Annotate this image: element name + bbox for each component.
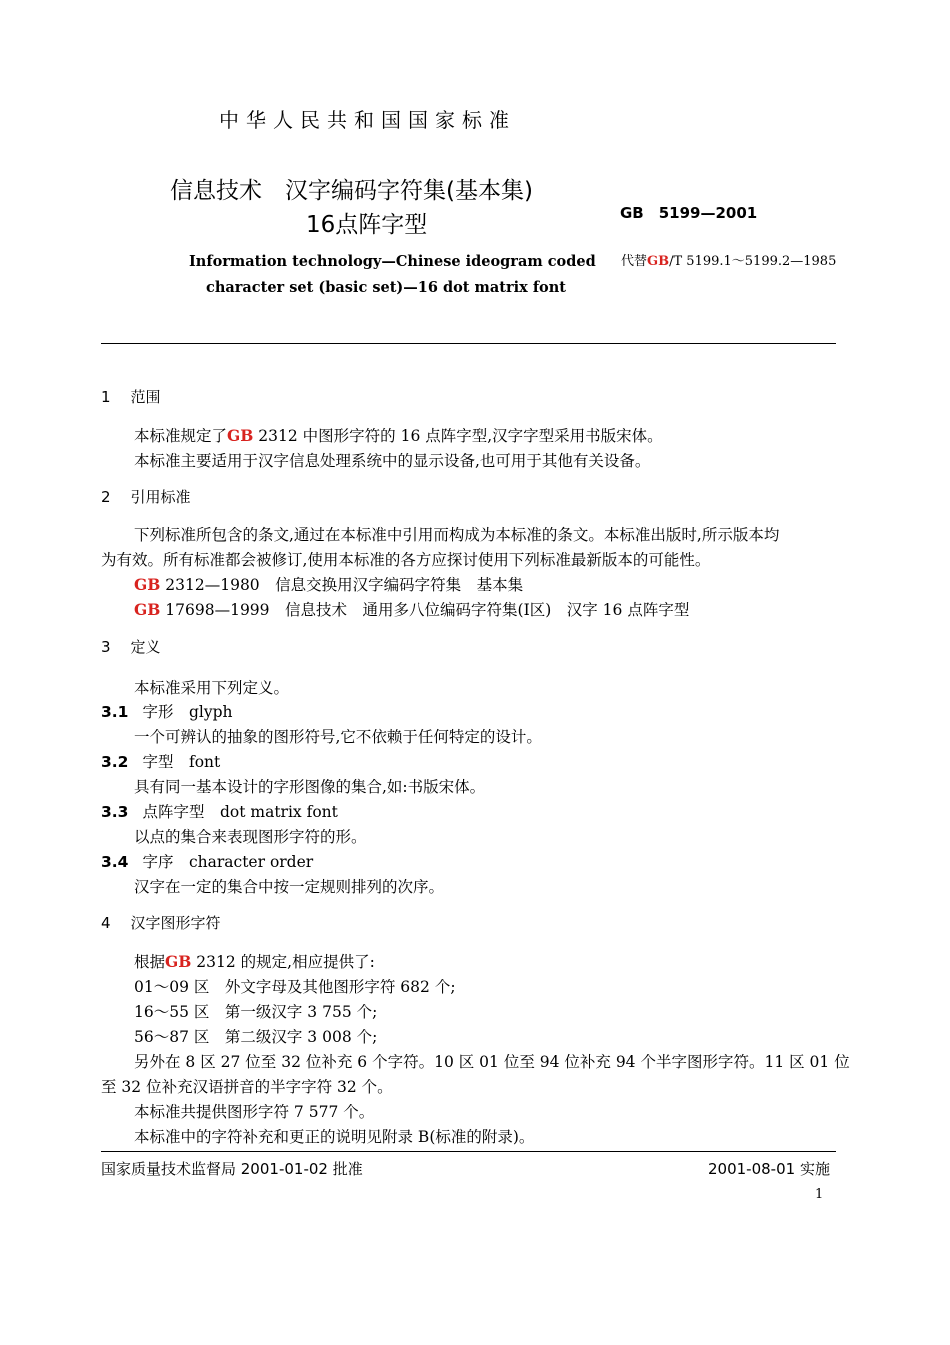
definition-3-4-text: 汉字在一定的集合中按一定规则排列的次序。	[134, 878, 445, 896]
definition-number: 3.1	[101, 703, 129, 721]
definition-3-2-text: 具有同一基本设计的字形图像的集合,如:书版宋体。	[134, 778, 486, 796]
section-4-paragraph-3: 本标准共提供图形字符 7 577 个。	[134, 1103, 375, 1121]
definition-term: 字型 font	[142, 753, 221, 771]
section-title: 范围	[130, 388, 161, 406]
section-number: 3	[101, 638, 111, 656]
section-1-paragraph-1	[134, 424, 663, 446]
english-title-line1: Information technology—Chinese ideogram coded	[189, 253, 596, 270]
section-1-heading	[101, 386, 161, 407]
replaces-standard	[621, 250, 836, 269]
section-4-paragraph-1	[134, 950, 375, 972]
definition-3-1-text: 一个可辨认的抽象的图形符号,它不依赖于任何特定的设计。	[134, 728, 542, 746]
section-2-paragraph-line-1: 下列标准所包含的条文,通过在本标准中引用而构成为本标准的条文。本标准出版时,所示版本均	[134, 526, 780, 544]
gb-reference: GB	[165, 952, 192, 971]
page-number: 1	[815, 1187, 824, 1202]
section-number: 4	[101, 914, 111, 932]
gb-reference: GB	[134, 600, 161, 619]
standard-number: GB 5199—2001	[620, 204, 758, 222]
definition-number: 3.4	[101, 853, 129, 871]
definition-term: 字形 glyph	[142, 703, 233, 721]
definition-3-2-term	[101, 750, 220, 772]
section-2-heading	[101, 486, 191, 507]
implementation-text: 2001-08-01 实施	[708, 1160, 830, 1178]
document-title-line2: 16点阵字型	[306, 212, 428, 238]
reference-2	[134, 598, 689, 620]
definition-3-3-term	[101, 800, 338, 822]
range-row-1: 01～09 区 外文字母及其他图形字符 682 个;	[134, 978, 456, 996]
section-4-heading	[101, 912, 221, 933]
section-title: 定义	[130, 638, 161, 656]
section-1-paragraph-2: 本标准主要适用于汉字信息处理系统中的显示设备,也可用于其他有关设备。	[134, 452, 651, 470]
section-number: 2	[101, 488, 111, 506]
range-row-2: 16～55 区 第一级汉字 3 755 个;	[134, 1003, 378, 1021]
definition-3-1-term	[101, 700, 233, 722]
definition-3-3-text: 以点的集合来表现图形字符的形。	[134, 828, 367, 846]
section-3-heading	[101, 636, 161, 657]
definition-term: 字序 character order	[142, 853, 314, 871]
definition-term: 点阵字型 dot matrix font	[142, 803, 338, 821]
definition-number: 3.3	[101, 803, 129, 821]
replaces-prefix: 代替	[621, 254, 648, 269]
reference-1	[134, 573, 523, 595]
gb-reference: GB	[227, 426, 254, 445]
text: 17698—1999 信息技术 通用多八位编码字符集(Ⅰ区) 汉字 16 点阵字型	[160, 601, 690, 619]
section-4-paragraph-2-line-2: 至 32 位补充汉语拼音的半字字符 32 个。	[101, 1078, 393, 1096]
footer-rule	[101, 1151, 836, 1152]
text: 根据	[134, 953, 166, 971]
english-title-line2: character set (basic set)—16 dot matrix font	[206, 279, 566, 296]
text: 2312 中图形字符的 16 点阵字型,汉字字型采用书版宋体。	[253, 427, 663, 445]
gb-reference: GB	[134, 575, 161, 594]
text: 2312—1980 信息交换用汉字编码字符集 基本集	[160, 576, 524, 594]
approval-text: 国家质量技术监督局 2001-01-02 批准	[101, 1160, 363, 1178]
section-title: 汉字图形字符	[130, 914, 221, 932]
replaces-rest: /T 5199.1～5199.2—1985	[669, 254, 837, 269]
definition-3-4-term	[101, 850, 313, 872]
section-2-paragraph-line-2: 为有效。所有标准都会被修订,使用本标准的各方应探讨使用下列标准最新版本的可能性。	[101, 551, 711, 569]
replaces-gb-link: GB	[647, 254, 670, 269]
section-number: 1	[101, 388, 111, 406]
section-4-paragraph-4: 本标准中的字符补充和更正的说明见附录 B(标准的附录)。	[134, 1128, 535, 1146]
text: 本标准规定了	[134, 427, 228, 445]
header-rule	[101, 343, 836, 344]
range-row-3: 56～87 区 第二级汉字 3 008 个;	[134, 1028, 378, 1046]
section-3-intro: 本标准采用下列定义。	[134, 679, 290, 697]
definition-number: 3.2	[101, 753, 129, 771]
national-standard-heading: 中华人民共和国国家标准	[219, 108, 516, 132]
text: 2312 的规定,相应提供了:	[191, 953, 375, 971]
section-4-paragraph-2-line-1: 另外在 8 区 27 位至 32 位补充 6 个字符。10 区 01 位至 94 位补充 94 个半字图形字符。11 区 01 位	[134, 1053, 850, 1071]
section-title: 引用标准	[130, 488, 191, 506]
document-title-line1: 信息技术 汉字编码字符集(基本集)	[170, 178, 533, 204]
